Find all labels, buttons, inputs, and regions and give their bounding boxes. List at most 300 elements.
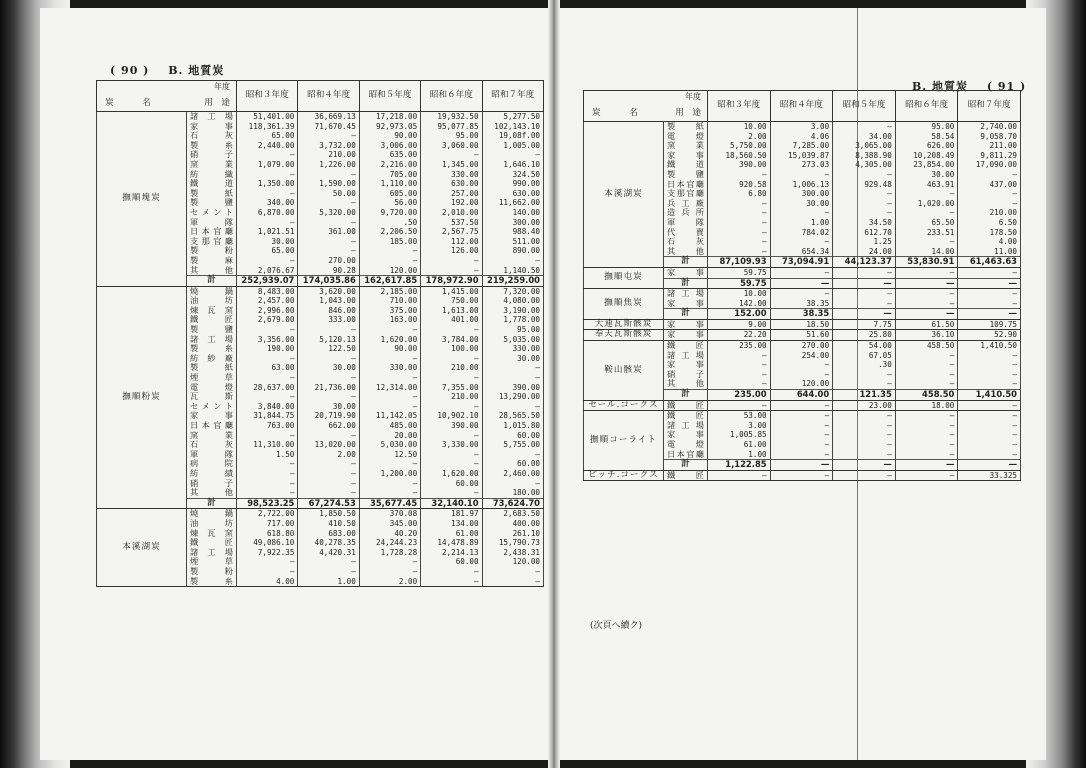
value-cell: 750.00 xyxy=(421,296,482,306)
value-cell: — xyxy=(708,199,771,209)
value-cell: 9,720.00 xyxy=(359,208,420,218)
value-cell: 60.00 xyxy=(421,557,482,567)
subtotal-value: 219,259.00 xyxy=(482,276,543,287)
value-cell: 95,077.85 xyxy=(421,122,482,132)
value-cell: 2,567.75 xyxy=(421,227,482,237)
subtotal-value: — xyxy=(958,278,1021,289)
table-row xyxy=(584,267,1021,278)
value-cell: — xyxy=(708,237,771,247)
header-year: 昭和７年度 xyxy=(482,81,543,112)
value-cell: 390.00 xyxy=(421,421,482,431)
subtotal-value: 59.75 xyxy=(708,278,771,289)
value-cell: 71,670.45 xyxy=(298,122,359,132)
use-label: 鐵道 xyxy=(664,160,708,170)
use-label: 家事 xyxy=(664,267,708,278)
coal-name: ピッチ.コークス xyxy=(584,470,664,481)
value-cell: — xyxy=(833,421,896,431)
value-cell: — xyxy=(833,440,896,450)
value-cell: — xyxy=(237,567,298,577)
subtotal-value: — xyxy=(895,460,958,471)
value-cell: 6.50 xyxy=(958,218,1021,228)
value-cell: 654.34 xyxy=(770,247,833,257)
left-section-title: B. 地質炭 xyxy=(168,64,225,77)
coal-name: 本溪湖炭 xyxy=(97,509,187,587)
use-label: 窯業 xyxy=(187,431,237,441)
value-cell: 30.00 xyxy=(482,354,543,364)
value-cell: 1.00 xyxy=(770,218,833,228)
right-section-title: B. 地質炭 xyxy=(912,80,968,93)
value-cell: 605.00 xyxy=(359,189,420,199)
use-label: 日本官廳 xyxy=(664,450,708,460)
value-cell: 13,020.00 xyxy=(298,440,359,450)
value-cell: 90.00 xyxy=(359,344,420,354)
value-cell: — xyxy=(298,431,359,441)
value-cell: 2,457.00 xyxy=(237,296,298,306)
use-label: 其他 xyxy=(664,247,708,257)
value-cell: 53.00 xyxy=(708,411,771,421)
value-cell: — xyxy=(833,299,896,309)
value-cell: 120.00 xyxy=(482,557,543,567)
use-label: 軍隊 xyxy=(187,218,237,228)
value-cell: 30.00 xyxy=(298,363,359,373)
value-cell: 19,08f.00 xyxy=(482,131,543,141)
subtotal-value: — xyxy=(833,309,896,320)
value-cell: 340.00 xyxy=(237,198,298,208)
value-cell: 11.00 xyxy=(958,247,1021,257)
use-label: 製鹽 xyxy=(664,170,708,180)
value-cell: — xyxy=(708,228,771,238)
value-cell: 60.00 xyxy=(482,459,543,469)
value-cell: — xyxy=(237,354,298,364)
value-cell: — xyxy=(833,199,896,209)
value-cell: 33.325 xyxy=(958,470,1021,481)
value-cell: 142.00 xyxy=(708,299,771,309)
value-cell: 2,185.00 xyxy=(359,286,420,296)
value-cell: 618.80 xyxy=(237,529,298,539)
value-cell: 235.00 xyxy=(708,341,771,351)
value-cell: 929.48 xyxy=(833,180,896,190)
use-label: 造兵所 xyxy=(664,208,708,218)
value-cell: — xyxy=(482,567,543,577)
value-cell: — xyxy=(298,373,359,383)
value-cell: — xyxy=(833,267,896,278)
subtotal-value: 35,677.45 xyxy=(359,498,420,509)
value-cell: 36,669.13 xyxy=(298,112,359,122)
value-cell: 95.00 xyxy=(421,131,482,141)
header-year: 昭和４年度 xyxy=(298,81,359,112)
value-cell: — xyxy=(770,430,833,440)
value-cell: 14,478.89 xyxy=(421,538,482,548)
value-cell: 180.00 xyxy=(482,488,543,498)
value-cell: 330.00 xyxy=(421,170,482,180)
value-cell: 763.00 xyxy=(237,421,298,431)
value-cell: 257.00 xyxy=(421,189,482,199)
value-cell: — xyxy=(895,208,958,218)
use-label: 製紙 xyxy=(664,122,708,132)
value-cell: 273.03 xyxy=(770,160,833,170)
table-row xyxy=(584,400,1021,411)
use-label: 家事 xyxy=(187,122,237,132)
use-label: 代賣 xyxy=(664,228,708,238)
use-label: 家事 xyxy=(664,151,708,161)
value-cell: 9,058.70 xyxy=(958,132,1021,142)
value-cell: 345.00 xyxy=(359,519,420,529)
value-cell: 95.00 xyxy=(895,122,958,132)
subtotal-value: 38.35 xyxy=(770,309,833,320)
use-label: 製紙 xyxy=(187,189,237,199)
header-coal-name: 炭 名 xyxy=(105,98,161,109)
value-cell: 7,355.00 xyxy=(421,383,482,393)
value-cell: — xyxy=(359,567,420,577)
value-cell: 270.00 xyxy=(770,341,833,351)
use-label: 鐵匠 xyxy=(664,341,708,351)
value-cell: 390.00 xyxy=(482,383,543,393)
value-cell: — xyxy=(359,325,420,335)
value-cell: 51,401.00 xyxy=(237,112,298,122)
value-cell: 14.00 xyxy=(895,247,958,257)
value-cell: — xyxy=(298,354,359,364)
value-cell: — xyxy=(958,379,1021,389)
value-cell: 210.00 xyxy=(958,208,1021,218)
value-cell: 635.00 xyxy=(359,150,420,160)
value-cell: 10,902.10 xyxy=(421,411,482,421)
value-cell: — xyxy=(895,289,958,299)
value-cell: 630.00 xyxy=(421,179,482,189)
value-cell: 1,110.00 xyxy=(359,179,420,189)
value-cell: 122.50 xyxy=(298,344,359,354)
use-label: 其他 xyxy=(187,266,237,276)
use-label: 石灰 xyxy=(187,440,237,450)
value-cell: 375.00 xyxy=(359,306,420,316)
subtotal-value: 73,094.91 xyxy=(770,257,833,268)
value-cell: 3,732.00 xyxy=(298,141,359,151)
value-cell: 3,006.00 xyxy=(359,141,420,151)
value-cell: 361.00 xyxy=(298,227,359,237)
value-cell: 1,410.50 xyxy=(958,341,1021,351)
value-cell: — xyxy=(770,421,833,431)
value-cell: — xyxy=(482,150,543,160)
value-cell: 5,755.00 xyxy=(482,440,543,450)
value-cell: — xyxy=(770,237,833,247)
value-cell: 463.91 xyxy=(895,180,958,190)
use-label: 煉瓦窯 xyxy=(187,529,237,539)
value-cell: — xyxy=(298,325,359,335)
value-cell: — xyxy=(237,373,298,383)
header-year: 昭和６年度 xyxy=(895,91,958,122)
value-cell: 2,076.67 xyxy=(237,266,298,276)
table-row xyxy=(584,341,1021,351)
value-cell: 717.00 xyxy=(237,519,298,529)
use-label: 鐵匠 xyxy=(664,411,708,421)
value-cell: — xyxy=(895,440,958,450)
value-cell: 10.00 xyxy=(708,289,771,299)
value-cell: — xyxy=(298,488,359,498)
header-year: 昭和７年度 xyxy=(958,91,1021,122)
value-cell: 458.50 xyxy=(895,341,958,351)
value-cell: — xyxy=(958,360,1021,370)
header-use: 用 途 xyxy=(204,98,230,109)
table-row xyxy=(97,509,544,519)
header-year: 昭和３年度 xyxy=(237,81,298,112)
use-label: 石灰 xyxy=(664,237,708,247)
subtotal-value: 1,122.85 xyxy=(708,460,771,471)
subtotal-label: 計 xyxy=(664,257,708,268)
value-cell: — xyxy=(298,479,359,489)
value-cell: 300.00 xyxy=(770,189,833,199)
value-cell: 18.00 xyxy=(895,400,958,411)
value-cell: — xyxy=(833,450,896,460)
value-cell: — xyxy=(237,469,298,479)
use-label: 諸工場 xyxy=(187,335,237,345)
value-cell: 92,973.05 xyxy=(359,122,420,132)
value-cell: 24.00 xyxy=(833,247,896,257)
use-label: 日本官廳 xyxy=(187,421,237,431)
value-cell: — xyxy=(833,208,896,218)
use-label: 支那官廳 xyxy=(664,189,708,199)
value-cell: — xyxy=(708,470,771,481)
value-cell: 1,200.00 xyxy=(359,469,420,479)
value-cell: — xyxy=(958,421,1021,431)
header-coal-use xyxy=(97,81,237,112)
value-cell: — xyxy=(895,379,958,389)
value-cell: — xyxy=(359,557,420,567)
value-cell: 1,005.00 xyxy=(482,141,543,151)
value-cell: 330.00 xyxy=(359,363,420,373)
value-cell: — xyxy=(421,450,482,460)
use-label: 諸工場 xyxy=(187,548,237,558)
value-cell: 1.25 xyxy=(833,237,896,247)
use-label: 其他 xyxy=(187,488,237,498)
use-label: 瓦斯 xyxy=(187,392,237,402)
value-cell: — xyxy=(298,218,359,228)
value-cell: — xyxy=(237,392,298,402)
value-cell: 30.00 xyxy=(770,199,833,209)
value-cell: 54.00 xyxy=(833,341,896,351)
value-cell: — xyxy=(770,470,833,481)
value-cell: 1,350.00 xyxy=(237,179,298,189)
value-cell: 300.00 xyxy=(482,218,543,228)
use-label: 鐵匠 xyxy=(664,400,708,411)
value-cell: 56.00 xyxy=(359,198,420,208)
table-row xyxy=(584,411,1021,421)
use-label: 家事 xyxy=(187,411,237,421)
value-cell: 2,996.00 xyxy=(237,306,298,316)
value-cell: — xyxy=(895,430,958,440)
value-cell: 1,590.00 xyxy=(298,179,359,189)
value-cell: — xyxy=(421,266,482,276)
subtotal-value: 1,410.50 xyxy=(958,390,1021,401)
value-cell: 9.00 xyxy=(708,319,771,330)
value-cell: — xyxy=(895,267,958,278)
value-cell: 410.50 xyxy=(298,519,359,529)
value-cell: 15,790.73 xyxy=(482,538,543,548)
header-year-mark: 年度 xyxy=(214,82,230,91)
value-cell: 31,844.75 xyxy=(237,411,298,421)
value-cell: 63.00 xyxy=(237,363,298,373)
value-cell: 90.00 xyxy=(359,131,420,141)
value-cell: — xyxy=(708,351,771,361)
left-page-number: ( 90 ) xyxy=(110,64,150,77)
value-cell: 1,020.00 xyxy=(895,199,958,209)
use-label: 電燈 xyxy=(664,440,708,450)
use-label: 鐵匠 xyxy=(664,470,708,481)
value-cell: 17,218.00 xyxy=(359,112,420,122)
value-cell: 1,226.00 xyxy=(298,160,359,170)
value-cell: 12,314.00 xyxy=(359,383,420,393)
value-cell: 19,932.50 xyxy=(421,112,482,122)
value-cell: 134.00 xyxy=(421,519,482,529)
value-cell: 10,208.49 xyxy=(895,151,958,161)
subtotal-value: 252,939.07 xyxy=(237,276,298,287)
value-cell: 12.50 xyxy=(359,450,420,460)
value-cell: 3,784.00 xyxy=(421,335,482,345)
value-cell: .30 xyxy=(833,360,896,370)
value-cell: — xyxy=(895,450,958,460)
value-cell: — xyxy=(421,256,482,266)
value-cell: — xyxy=(482,577,543,587)
value-cell: 22.20 xyxy=(708,330,771,341)
use-label: 家事 xyxy=(664,299,708,309)
value-cell: 28,637.00 xyxy=(237,383,298,393)
value-cell: — xyxy=(237,431,298,441)
value-cell: 50.00 xyxy=(298,189,359,199)
subtotal-label: 計 xyxy=(664,390,708,401)
value-cell: 683.00 xyxy=(298,529,359,539)
value-cell: — xyxy=(958,189,1021,199)
value-cell: 5,750.00 xyxy=(708,141,771,151)
subtotal-label: 計 xyxy=(664,309,708,320)
value-cell: — xyxy=(833,470,896,481)
value-cell: — xyxy=(237,325,298,335)
value-cell: — xyxy=(359,354,420,364)
value-cell: — xyxy=(770,289,833,299)
value-cell: 90.28 xyxy=(298,266,359,276)
use-label: 石灰 xyxy=(187,131,237,141)
subtotal-value: — xyxy=(833,278,896,289)
value-cell: 2,010.00 xyxy=(421,208,482,218)
use-label: 諸工場 xyxy=(664,351,708,361)
value-cell: — xyxy=(482,402,543,412)
value-cell: — xyxy=(421,577,482,587)
value-cell: — xyxy=(958,411,1021,421)
use-label: 窯業 xyxy=(187,160,237,170)
value-cell: — xyxy=(482,479,543,489)
value-cell: — xyxy=(958,199,1021,209)
value-cell: — xyxy=(770,400,833,411)
use-label: 鐵道 xyxy=(187,179,237,189)
value-cell: 10.00 xyxy=(708,122,771,132)
value-cell: 109.75 xyxy=(958,319,1021,330)
value-cell: 1.50 xyxy=(237,450,298,460)
header-year: 昭和６年度 xyxy=(421,81,482,112)
value-cell: 784.02 xyxy=(770,228,833,238)
value-cell: — xyxy=(708,379,771,389)
value-cell: 401.00 xyxy=(421,315,482,325)
value-cell: — xyxy=(298,246,359,256)
table-row xyxy=(584,122,1021,132)
use-label: 軍隊 xyxy=(187,450,237,460)
use-label: 家事 xyxy=(664,330,708,341)
value-cell: — xyxy=(833,189,896,199)
value-cell: 630.00 xyxy=(482,189,543,199)
subtotal-value: 87,109.93 xyxy=(708,257,771,268)
value-cell: 3,330.00 xyxy=(421,440,482,450)
value-cell: — xyxy=(421,373,482,383)
value-cell: — xyxy=(237,256,298,266)
value-cell: 2,440.00 xyxy=(237,141,298,151)
use-label: 製糸 xyxy=(187,344,237,354)
value-cell: 1,620.00 xyxy=(359,335,420,345)
value-cell: 21,736.00 xyxy=(298,383,359,393)
value-cell: — xyxy=(421,459,482,469)
value-cell: 3,840.00 xyxy=(237,402,298,412)
value-cell: 1,415.00 xyxy=(421,286,482,296)
subtotal-value: — xyxy=(958,309,1021,320)
use-label: 硝子 xyxy=(187,150,237,160)
value-cell: — xyxy=(833,411,896,421)
coal-name: 鞍山骸炭 xyxy=(584,341,664,401)
use-label: 電燈 xyxy=(187,383,237,393)
value-cell: 120.00 xyxy=(359,266,420,276)
value-cell: 1.00 xyxy=(298,577,359,587)
value-cell: 5,320.00 xyxy=(298,208,359,218)
value-cell: 3,060.00 xyxy=(421,141,482,151)
subtotal-value: 67,274.53 xyxy=(298,498,359,509)
value-cell: — xyxy=(895,421,958,431)
value-cell: 23,854.00 xyxy=(895,160,958,170)
use-label: 鐵匠 xyxy=(187,315,237,325)
value-cell: 6,870.00 xyxy=(237,208,298,218)
header-coal-use xyxy=(584,91,708,122)
use-label: 製紙 xyxy=(187,363,237,373)
table-row xyxy=(97,112,544,122)
value-cell: 1,015.80 xyxy=(482,421,543,431)
subtotal-value: 644.00 xyxy=(770,390,833,401)
value-cell: 211.00 xyxy=(958,141,1021,151)
value-cell: 25.80 xyxy=(833,330,896,341)
use-label: 製糸 xyxy=(187,577,237,587)
value-cell: 112.00 xyxy=(421,237,482,247)
value-cell: — xyxy=(895,237,958,247)
subtotal-value: — xyxy=(958,460,1021,471)
value-cell: 118,361.39 xyxy=(237,122,298,132)
right-coal-table xyxy=(583,90,1021,481)
value-cell: 67.05 xyxy=(833,351,896,361)
subtotal-value: 53,830.91 xyxy=(895,257,958,268)
value-cell: 181.97 xyxy=(421,509,482,519)
value-cell: — xyxy=(298,459,359,469)
use-label: 諸工場 xyxy=(664,421,708,431)
use-label: 製鹽 xyxy=(187,325,237,335)
value-cell: 330.00 xyxy=(482,344,543,354)
table-row xyxy=(97,286,544,296)
value-cell: 437.00 xyxy=(958,180,1021,190)
value-cell: — xyxy=(298,170,359,180)
value-cell: 1,140.50 xyxy=(482,266,543,276)
value-cell: 51.60 xyxy=(770,330,833,341)
value-cell: — xyxy=(237,459,298,469)
value-cell: — xyxy=(482,450,543,460)
value-cell: — xyxy=(833,430,896,440)
value-cell: — xyxy=(895,411,958,421)
use-label: 紡紗廠 xyxy=(187,354,237,364)
value-cell: — xyxy=(770,360,833,370)
value-cell: 2,438.31 xyxy=(482,548,543,558)
value-cell: 4,080.00 xyxy=(482,296,543,306)
value-cell: 390.00 xyxy=(708,160,771,170)
value-cell: 612.70 xyxy=(833,228,896,238)
value-cell: 4,420.31 xyxy=(298,548,359,558)
